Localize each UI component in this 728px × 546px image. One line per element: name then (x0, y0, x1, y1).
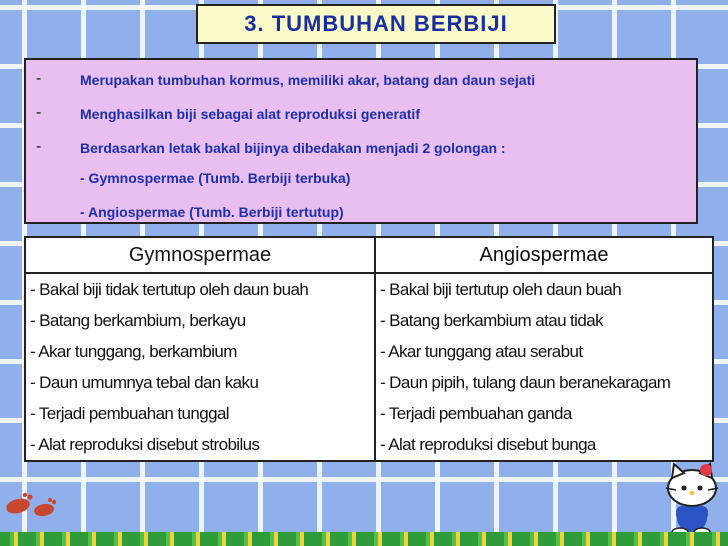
sub-item (34, 204, 688, 238)
table-cell: - Terjadi pembuahan tunggal (25, 398, 375, 429)
table-row (25, 273, 713, 305)
table-cell: - Akar tunggang atau serabut (375, 336, 713, 367)
table-cell: - Terjadi pembuahan ganda (375, 398, 713, 429)
table-cell: - Bakal biji tertutup oleh daun buah (375, 273, 713, 305)
sub-item-text: - Angiospermae (Tumb. Berbiji tertutup) (80, 204, 344, 220)
table-header-row (25, 237, 713, 273)
table-cell: - Batang berkambium atau tidak (375, 305, 713, 336)
table-cell: - Akar tunggang, berkambium (25, 336, 375, 367)
table-cell: - Alat reproduksi disebut bunga (375, 429, 713, 461)
sub-item (34, 170, 688, 204)
bullet-text: Menghasilkan biji sebagai alat reproduksi generatif (80, 106, 420, 122)
footprints-icon (4, 486, 60, 520)
table-cell: - Daun pipih, tulang daun beranekaragam (375, 367, 713, 398)
header-angiospermae: Angiospermae (375, 237, 713, 273)
comparison-table (24, 236, 714, 462)
bullet-text: Merupakan tumbuhan kormus, memiliki akar, batang dan daun sejati (80, 72, 536, 88)
table-row (25, 429, 713, 461)
slide-title: 3. TUMBUHAN BERBIJI (196, 4, 556, 44)
table-row (25, 367, 713, 398)
bullet-text: Berdasarkan letak bakal bijinya dibedakan menjadi 2 golongan : (80, 140, 506, 156)
bullet-item (34, 136, 688, 170)
bullet-marker: - (36, 70, 42, 87)
table-row (25, 336, 713, 367)
bullet-item (34, 68, 688, 102)
table-cell: - Batang berkambium, berkayu (25, 305, 375, 336)
flower-border-icon (0, 532, 728, 546)
header-gymnospermae: Gymnospermae (25, 237, 375, 273)
table-cell: - Daun umumnya tebal dan kaku (25, 367, 375, 398)
bullet-marker: - (36, 104, 42, 121)
table-cell: - Bakal biji tidak tertutup oleh daun buah (25, 273, 375, 305)
sub-item-text: - Gymnospermae (Tumb. Berbiji terbuka) (80, 170, 351, 186)
bullet-marker: - (36, 138, 42, 155)
table-cell: - Alat reproduksi disebut strobilus (25, 429, 375, 461)
table-row (25, 398, 713, 429)
table-row (25, 305, 713, 336)
info-box (24, 58, 698, 224)
hello-kitty-icon (662, 456, 724, 536)
bullet-item (34, 102, 688, 136)
